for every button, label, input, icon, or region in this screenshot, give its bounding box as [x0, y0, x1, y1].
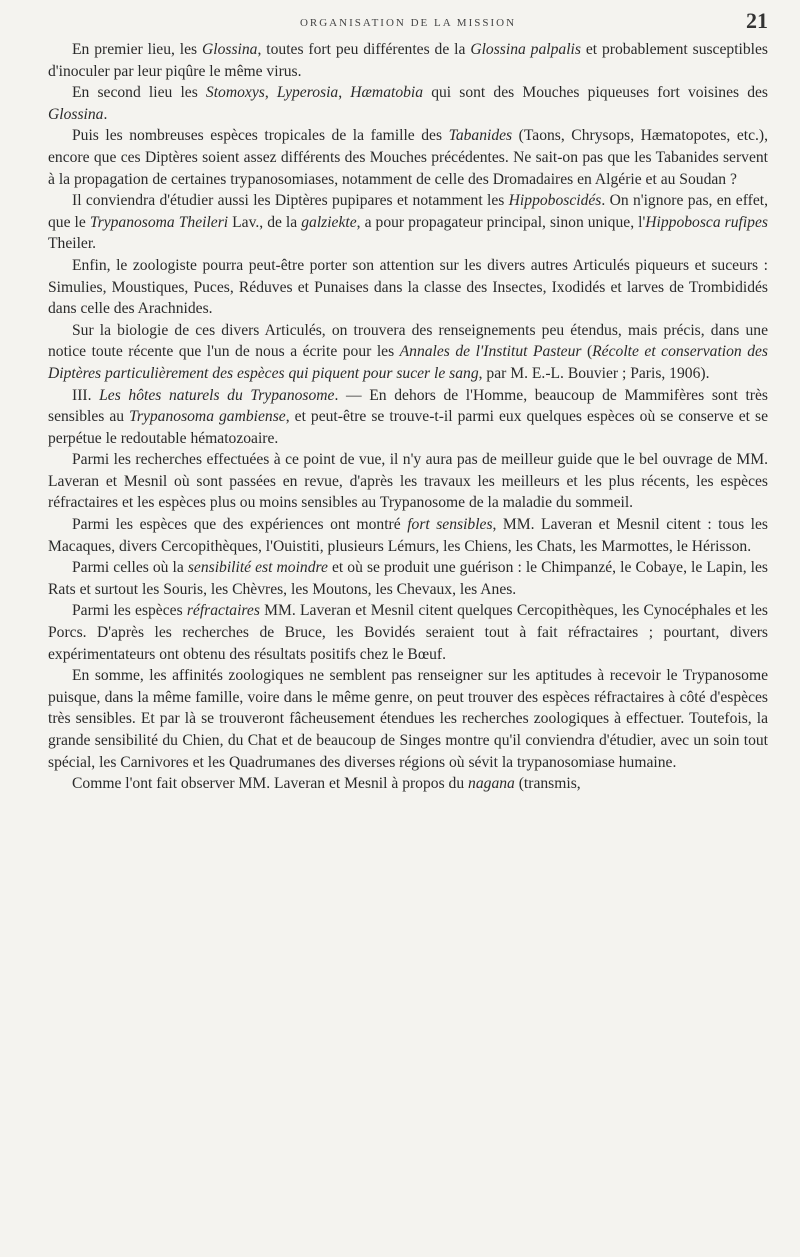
text-run: En second lieu les — [72, 84, 206, 102]
italic-run: Trypanosoma Theileri — [89, 213, 229, 231]
paragraph — [48, 449, 768, 514]
italic-run: Glossina — [202, 41, 258, 58]
italic-run: Tabanides — [448, 127, 513, 145]
text-run: . — [103, 105, 108, 123]
text-run: ( — [581, 343, 593, 361]
italic-run: Trypanosoma gambiense — [129, 408, 286, 426]
italic-run: galziekte — [301, 213, 357, 231]
text-run: Comme l'ont fait observer MM. Laveran et Mesnil à propos du — [72, 775, 469, 793]
running-head — [48, 8, 768, 36]
page-number: 21 — [746, 8, 768, 33]
italic-run: nagana — [468, 775, 515, 793]
text-run: et où se produit une guérison : le Chimpanzé, le Cobaye, le Lapin, les Rats et surtout les Souris, les Chèvres, les Moutons, les Chevaux, les Anes. — [48, 559, 768, 598]
italic-run: Glossina palpalis — [470, 41, 581, 58]
text-run: En premier lieu, les — [72, 41, 203, 58]
text-run: (transmis, — [514, 775, 581, 793]
italic-run: Stomoxys — [205, 84, 265, 102]
paragraph — [48, 190, 768, 255]
text-run: MM. Laveran et Mesnil citent quelques Cercopithèques, les Cynocéphales et les Porcs. D'après les recherches de Bruce, les Bovidés seraient tout à fait réfractaires ; pourtant, divers expérimentateurs ont obtenu des résultats positifs chez le Bœuf. — [48, 602, 768, 663]
text-run: Theiler. — [48, 235, 97, 253]
text-run: Enfin, le zoologiste pourra peut-être porter son attention sur les divers autres Articulés piqueurs et suceurs : Simulies, Moustiques, Puces, Réduves et Punaises dans la classe des Insectes, Ixodidés et larves de Trombididés dans celle des Arachnides. — [48, 256, 768, 318]
text-run: , par M. E.-L. Bouvier ; Paris, 1906). — [478, 364, 710, 382]
text-run: , a pour propagateur principal, sinon unique, l' — [356, 213, 646, 231]
text-run: , et peut-être se trouve-t-il parmi eux quelques espèces où se conserve et se perpétue le redoutable hématozoaire. — [48, 408, 768, 447]
text-run: Parmi les recherches effectuées à ce point de vue, il n'y aura pas de meilleur guide que le bel ouvrage de MM. Laveran et Mesnil où sont passées en revue, d'après les travaux les meilleurs et les plus récents, les espèces réfractaires et les espèces plus ou moins sensibles au Trypanosome de la maladie du sommeil. — [48, 451, 768, 512]
text-run: Parmi les espèces que des expériences ont montré — [72, 516, 408, 534]
text-run: Puis les nombreuses espèces tropicales de la famille des — [72, 127, 449, 145]
text-run: et probablement susceptibles d'inoculer par leur piqûre le même virus. — [48, 41, 768, 80]
italic-run: Lyperosia — [276, 84, 339, 102]
text-run: , toutes fort peu différentes de la — [257, 41, 471, 58]
text-run: En somme, les affinités zoologiques ne semblent pas renseigner sur les aptitudes à recevoir le Trypanosome puisque, dans la même famille, voire dans le même genre, on peut trouver des espèces réfractaires à côté d'espèces très sensibles. Et par là se trouveront fâcheusement étendues les recherches zoologiques à effectuer. Toutefois, la grande sensibilité du Chien, du Chat et de beaucoup de Singes montre qu'il conviendra d'étudier, avec un soin tout spécial, les Carnivores et les Quadrumanes des diverses régions où sévit la trypanosomiase humaine. — [48, 667, 768, 771]
text-run: Parmi les espèces — [72, 602, 187, 620]
paragraph — [48, 385, 768, 450]
text-run: . On n'ignore pas, en effet, que le — [48, 192, 768, 231]
text-run: Parmi celles où la — [72, 559, 188, 577]
text-run: III. — [72, 386, 100, 404]
italic-run: Récolte et conservation des Diptères particulièrement des espèces qui piquent pour sucer le sang — [48, 343, 768, 382]
paragraph — [48, 773, 768, 795]
italic-run: fort sensibles — [407, 516, 493, 534]
text-run: qui sont des Mouches piqueuses fort voisines des — [423, 84, 768, 102]
text-run: , MM. Laveran et Mesnil citent : tous les Macaques, divers Cercopithèques, l'Ouistiti, plusieurs Lémurs, les Chiens, les Chats, les Marmottes, le Hérisson. — [48, 516, 768, 555]
italic-run: Hippobosca rufipes — [645, 213, 768, 231]
text-run: . — En dehors de l'Homme, beaucoup de Mammifères sont très sensibles au — [48, 386, 768, 426]
paragraph — [48, 82, 768, 125]
italic-run: Glossina — [48, 105, 104, 123]
text-run: , — [338, 84, 351, 102]
paragraph — [48, 557, 768, 600]
text-run: , — [264, 84, 277, 102]
text-run: Lav., de la — [228, 213, 302, 231]
italic-run: Les hôtes naturels du Trypanosome — [99, 386, 335, 404]
paragraph — [48, 320, 768, 385]
body-text — [48, 39, 768, 795]
paragraph — [48, 665, 768, 773]
paragraph — [48, 600, 768, 665]
paragraph — [48, 255, 768, 320]
text-run: Il conviendra d'étudier aussi les Diptères pupipares et notamment les — [72, 192, 509, 210]
italic-run: Annales de l'Institut Pasteur — [399, 343, 582, 361]
paragraph — [48, 39, 768, 82]
italic-run: Hippoboscidés — [508, 192, 602, 210]
text-run: Sur la biologie de ces divers Articulés, on trouvera des renseignements peu étendus, mais précis, dans une notice toute récente que l'un de nous a écrite pour les — [48, 321, 768, 361]
running-title: ORGANISATION DE LA MISSION — [299, 17, 517, 29]
italic-run: réfractaires — [186, 602, 260, 620]
text-run: (Taons, Chrysops, Hæmatopotes, etc.), encore que ces Diptères soient assez différents des Mouches précédentes. Ne sait-on pas que les Tabanides servent à la propagation de certaines trypanosomiases, notamment de celle des Dromadaires en Algérie et au Soudan ? — [48, 127, 768, 188]
italic-run: sensibilité est moindre — [187, 559, 328, 577]
paragraph — [48, 514, 768, 557]
paragraph — [48, 125, 768, 190]
italic-run: Hæmatobia — [350, 84, 424, 102]
